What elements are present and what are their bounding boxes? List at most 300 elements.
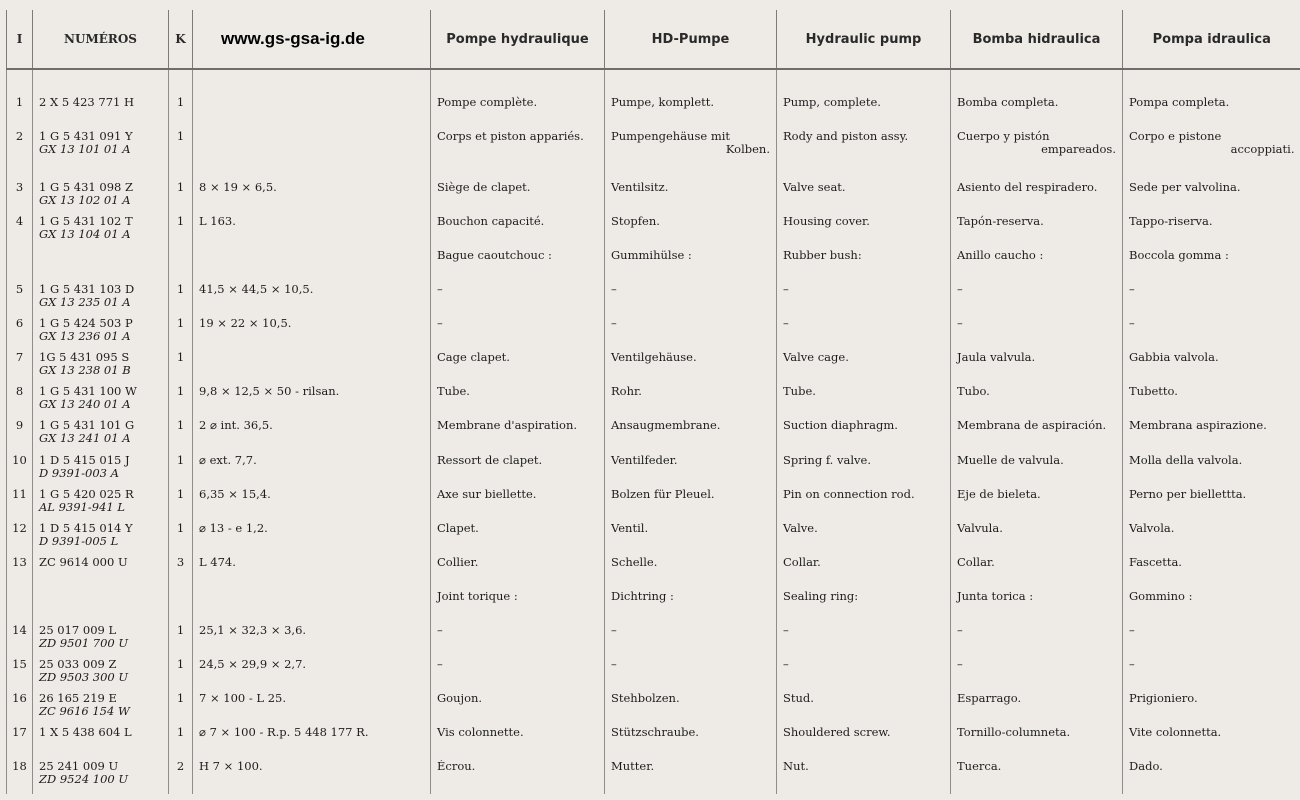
desc-spanish-text: Junta torica :: [957, 590, 1034, 603]
desc-spanish-text: Tornillo-columneta.: [957, 726, 1071, 739]
table-row: [7, 181, 1300, 215]
desc-spanish-text: Tapón-reserva.: [957, 215, 1044, 228]
dimensions: [193, 181, 431, 215]
dimensions: [193, 454, 431, 488]
desc-spanish: [951, 385, 1123, 419]
desc-english: [777, 522, 951, 556]
quantity-text: 1: [176, 488, 185, 501]
desc-french: [431, 454, 605, 488]
quantity-text: 1: [176, 130, 185, 143]
dimensions-text: ⌀ ext. 7,7.: [199, 454, 257, 467]
quantity-text: 1: [176, 181, 185, 194]
desc-spanish: [951, 590, 1123, 624]
dimensions-text: 7 × 100 - L 25.: [199, 692, 286, 705]
part-number-text: 25 241 009 U: [39, 760, 119, 773]
desc-french-text: Écrou.: [437, 760, 476, 773]
quantity: [169, 419, 193, 454]
desc-german: [605, 556, 777, 590]
row-index-text: 17: [12, 726, 27, 739]
part-number-text: 26 165 219 E: [39, 692, 117, 705]
desc-italian: [1123, 317, 1300, 351]
quantity-text: 1: [176, 658, 185, 671]
table-row: [7, 658, 1300, 692]
part-subnumber: GX 13 240 01 A: [39, 397, 131, 411]
desc-french-text: Clapet.: [437, 522, 479, 535]
desc-italian: [1123, 488, 1300, 522]
desc-english: [777, 760, 951, 794]
desc-english-text: Tube.: [783, 385, 816, 398]
part-subnumber: GX 13 241 01 A: [39, 431, 131, 445]
table-row: [7, 726, 1300, 760]
desc-italian-text: –: [1129, 317, 1135, 330]
desc-spanish-text: –: [957, 624, 963, 637]
desc-italian-text: Gabbia valvola.: [1129, 351, 1219, 364]
quantity-text: 1: [176, 624, 185, 637]
part-number-text: 1 G 5 431 091 Y: [39, 130, 133, 143]
desc-italian-text: Molla della valvola.: [1129, 454, 1243, 467]
desc-french: [431, 488, 605, 522]
desc-english: [777, 556, 951, 590]
parts-table: [6, 10, 1300, 794]
desc-spanish: [951, 130, 1123, 181]
desc-english: [777, 692, 951, 726]
row-index: [7, 590, 33, 624]
desc-spanish: [951, 454, 1123, 488]
desc-spanish-text: Cuerpo y pistón: [957, 130, 1050, 143]
desc-french: [431, 351, 605, 385]
desc-spanish: [951, 351, 1123, 385]
desc-spanish: [951, 96, 1123, 130]
quantity-text: 1: [176, 351, 185, 364]
quantity: [169, 215, 193, 249]
desc-french-text: Bague caoutchouc :: [437, 249, 552, 262]
desc-spanish: [951, 249, 1123, 283]
row-index-text: 4: [15, 215, 24, 228]
dimensions-text: 9,8 × 12,5 × 50 - rilsan.: [199, 385, 340, 398]
desc-french: [431, 692, 605, 726]
desc-english: [777, 488, 951, 522]
dimensions-text: 25,1 × 32,3 × 3,6.: [199, 624, 307, 637]
desc-german-text: Ventilfeder.: [611, 454, 678, 467]
table-header: [7, 10, 1300, 69]
desc-italian: [1123, 658, 1300, 692]
table-row: [7, 556, 1300, 590]
desc-spanish-text: Eje de bieleta.: [957, 488, 1041, 501]
desc-italian: [1123, 249, 1300, 283]
desc-spanish: [951, 488, 1123, 522]
part-number: [33, 556, 169, 590]
row-index-text: 7: [15, 351, 24, 364]
desc-english: [777, 130, 951, 181]
part-subnumber: GX 13 101 01 A: [39, 142, 131, 156]
header-german: HD-Pumpe: [605, 10, 777, 69]
desc-spanish: [951, 283, 1123, 317]
quantity-text: 1: [176, 96, 185, 109]
desc-english: [777, 726, 951, 760]
part-subnumber: AL 9391-941 L: [39, 500, 125, 514]
desc-spanish: [951, 215, 1123, 249]
quantity-text: 1: [176, 317, 185, 330]
row-index-text: 11: [12, 488, 27, 501]
desc-german: [605, 658, 777, 692]
desc-english: [777, 419, 951, 454]
desc-italian-text: –: [1129, 658, 1135, 671]
part-number: [33, 658, 169, 692]
dimensions: [193, 624, 431, 658]
desc-italian-continuation: accoppiati.: [1230, 142, 1295, 156]
desc-italian-text: –: [1129, 624, 1135, 637]
header-italian: Pompa idraulica: [1123, 10, 1300, 69]
part-number-text: 1 G 5 431 102 T: [39, 215, 133, 228]
desc-english-text: Collar.: [783, 556, 821, 569]
part-number-text: 1 D 5 415 015 J: [39, 454, 130, 467]
part-subnumber: GX 13 235 01 A: [39, 295, 131, 309]
desc-french: [431, 760, 605, 794]
row-index-text: 3: [15, 181, 24, 194]
desc-italian: [1123, 385, 1300, 419]
row-index-text: 14: [12, 624, 27, 637]
desc-spanish: [951, 317, 1123, 351]
table-row: [7, 385, 1300, 419]
quantity: [169, 556, 193, 590]
row-index: [7, 249, 33, 283]
quantity: [169, 760, 193, 794]
desc-french: [431, 283, 605, 317]
desc-spanish: [951, 760, 1123, 794]
desc-german-text: Bolzen für Pleuel.: [611, 488, 715, 501]
desc-french: [431, 317, 605, 351]
dimensions: [193, 488, 431, 522]
quantity-text: 1: [176, 692, 185, 705]
header-french: Pompe hydraulique: [431, 10, 605, 69]
desc-french: [431, 658, 605, 692]
desc-french-text: Joint torique :: [437, 590, 518, 603]
dimensions: [193, 522, 431, 556]
dimensions: [193, 590, 431, 624]
desc-french-text: Axe sur biellette.: [437, 488, 537, 501]
part-number-text: 1 G 5 431 103 D: [39, 283, 135, 296]
desc-german-text: Stopfen.: [611, 215, 660, 228]
part-number: [33, 488, 169, 522]
desc-english-text: Rubber bush:: [783, 249, 862, 262]
quantity: [169, 130, 193, 181]
desc-italian: [1123, 130, 1300, 181]
desc-french-text: –: [437, 658, 443, 671]
desc-german-text: Ventilgehäuse.: [611, 351, 697, 364]
row-index: [7, 488, 33, 522]
dimensions-text: L 474.: [199, 556, 236, 569]
desc-german: [605, 385, 777, 419]
part-number-text: ZC 9614 000 U: [39, 556, 128, 569]
desc-german: [605, 454, 777, 488]
quantity: [169, 181, 193, 215]
desc-french: [431, 215, 605, 249]
desc-english-text: Pump, complete.: [783, 96, 881, 109]
dimensions: [193, 215, 431, 249]
desc-french-text: Pompe complète.: [437, 96, 538, 109]
quantity-text: 1: [176, 215, 185, 228]
row-index: [7, 283, 33, 317]
desc-german-continuation: Kolben.: [725, 142, 770, 156]
quantity: [169, 317, 193, 351]
table-row: [7, 317, 1300, 351]
desc-english-text: Valve cage.: [783, 351, 849, 364]
part-subnumber: ZD 9524 100 U: [39, 772, 129, 786]
desc-italian: [1123, 283, 1300, 317]
row-index-text: 12: [12, 522, 27, 535]
part-number: [33, 96, 169, 130]
desc-german: [605, 522, 777, 556]
dimensions-text: 6,35 × 15,4.: [199, 488, 271, 501]
desc-english-text: Valve.: [783, 522, 818, 535]
part-number: [33, 522, 169, 556]
desc-french-text: Siège de clapet.: [437, 181, 531, 194]
desc-german-text: Ansaugmembrane.: [611, 419, 721, 432]
desc-italian: [1123, 760, 1300, 794]
desc-english: [777, 385, 951, 419]
part-subnumber: ZD 9501 700 U: [39, 636, 129, 650]
part-number-text: 1 G 5 431 098 Z: [39, 181, 133, 194]
desc-german: [605, 692, 777, 726]
quantity-text: 1: [176, 726, 185, 739]
dimensions-text: H 7 × 100.: [199, 760, 263, 773]
part-number-text: 1 D 5 415 014 Y: [39, 522, 133, 535]
desc-german-text: –: [611, 317, 617, 330]
part-number-text: 1 G 5 424 503 P: [39, 317, 133, 330]
header-numbers: NUMÉROS: [33, 10, 169, 69]
desc-spanish: [951, 522, 1123, 556]
row-index-text: 9: [15, 419, 24, 432]
row-index-text: 13: [12, 556, 27, 569]
desc-english-text: Housing cover.: [783, 215, 870, 228]
dimensions: [193, 658, 431, 692]
desc-french: [431, 590, 605, 624]
part-number: [33, 385, 169, 419]
desc-italian: [1123, 96, 1300, 130]
table-row: [7, 760, 1300, 794]
desc-french-text: Tube.: [437, 385, 470, 398]
part-number-text: 1 X 5 438 604 L: [39, 726, 132, 739]
desc-spanish-text: –: [957, 658, 963, 671]
desc-english-text: –: [783, 317, 789, 330]
dimensions: [193, 249, 431, 283]
quantity: [169, 454, 193, 488]
desc-german: [605, 215, 777, 249]
part-subnumber: GX 13 104 01 A: [39, 227, 131, 241]
part-number: [33, 726, 169, 760]
desc-spanish-text: –: [957, 317, 963, 330]
row-index-text: 18: [12, 760, 27, 773]
row-index-text: 5: [15, 283, 24, 296]
desc-english-text: Rody and piston assy.: [783, 130, 909, 143]
desc-english-text: Spring f. valve.: [783, 454, 871, 467]
desc-german-text: Dichtring :: [611, 590, 674, 603]
desc-english-text: Shouldered screw.: [783, 726, 891, 739]
desc-german: [605, 726, 777, 760]
desc-english: [777, 454, 951, 488]
desc-italian-text: Fascetta.: [1129, 556, 1182, 569]
desc-german: [605, 419, 777, 454]
table-row: [7, 96, 1300, 130]
dimensions-text: L 163.: [199, 215, 236, 228]
desc-english: [777, 590, 951, 624]
part-subnumber: ZC 9616 154 W: [39, 704, 130, 718]
desc-german: [605, 760, 777, 794]
desc-german-text: Schelle.: [611, 556, 658, 569]
desc-spanish-text: Bomba completa.: [957, 96, 1059, 109]
table-row: [7, 215, 1300, 249]
desc-german-text: Mutter.: [611, 760, 655, 773]
desc-spanish: [951, 692, 1123, 726]
part-number-text: 1 G 5 431 100 W: [39, 385, 137, 398]
desc-spanish-text: Anillo caucho :: [957, 249, 1044, 262]
desc-french: [431, 556, 605, 590]
desc-english-text: –: [783, 658, 789, 671]
desc-german-text: Ventil.: [611, 522, 649, 535]
desc-spanish-text: Collar.: [957, 556, 995, 569]
row-index: [7, 215, 33, 249]
desc-italian-text: Corpo e pistone: [1129, 130, 1222, 143]
desc-french-text: Ressort de clapet.: [437, 454, 543, 467]
part-number: [33, 215, 169, 249]
quantity-text: 3: [176, 556, 185, 569]
desc-german: [605, 624, 777, 658]
desc-german: [605, 249, 777, 283]
desc-german: [605, 181, 777, 215]
desc-german-text: Pumpe, komplett.: [611, 96, 715, 109]
desc-italian-text: Tubetto.: [1129, 385, 1178, 398]
desc-english: [777, 181, 951, 215]
desc-german-text: –: [611, 283, 617, 296]
row-index: [7, 692, 33, 726]
row-index: [7, 317, 33, 351]
part-number: [33, 419, 169, 454]
desc-english: [777, 283, 951, 317]
dimensions: [193, 692, 431, 726]
desc-italian: [1123, 522, 1300, 556]
desc-english-text: Sealing ring:: [783, 590, 859, 603]
row-index-text: 6: [15, 317, 24, 330]
part-subnumber: ZD 9503 300 U: [39, 670, 129, 684]
desc-german: [605, 351, 777, 385]
quantity: [169, 385, 193, 419]
part-number-text: 25 033 009 Z: [39, 658, 117, 671]
desc-italian-text: Membrana aspirazione.: [1129, 419, 1267, 432]
part-number: [33, 760, 169, 794]
table-row: [7, 351, 1300, 385]
quantity: [169, 351, 193, 385]
dimensions-text: 19 × 22 × 10,5.: [199, 317, 292, 330]
dimensions: [193, 760, 431, 794]
desc-french-text: Corps et piston appariés.: [437, 130, 584, 143]
desc-spanish-text: Valvula.: [957, 522, 1003, 535]
desc-italian: [1123, 624, 1300, 658]
desc-english-text: Pin on connection rod.: [783, 488, 915, 501]
quantity: [169, 726, 193, 760]
part-number: [33, 283, 169, 317]
desc-italian-text: Pompa completa.: [1129, 96, 1230, 109]
desc-german: [605, 283, 777, 317]
desc-spanish-text: Tuerca.: [957, 760, 1002, 773]
quantity: [169, 522, 193, 556]
row-index: [7, 522, 33, 556]
desc-french-text: –: [437, 283, 443, 296]
desc-italian: [1123, 590, 1300, 624]
desc-italian: [1123, 556, 1300, 590]
desc-english: [777, 351, 951, 385]
quantity: [169, 692, 193, 726]
desc-spanish-text: Membrana de aspiración.: [957, 419, 1107, 432]
desc-italian: [1123, 726, 1300, 760]
table-row: [7, 692, 1300, 726]
desc-english-text: Valve seat.: [783, 181, 846, 194]
part-number: [33, 130, 169, 181]
table-row: [7, 624, 1300, 658]
desc-german: [605, 96, 777, 130]
desc-german: [605, 130, 777, 181]
desc-english: [777, 96, 951, 130]
table-row: [7, 488, 1300, 522]
part-number-text: 2 X 5 423 771 H: [39, 96, 135, 109]
desc-italian-text: Prigioniero.: [1129, 692, 1198, 705]
desc-french: [431, 181, 605, 215]
part-subnumber: GX 13 102 01 A: [39, 193, 131, 207]
dimensions-text: 8 × 19 × 6,5.: [199, 181, 277, 194]
desc-spanish-text: Tubo.: [957, 385, 990, 398]
desc-english-text: –: [783, 624, 789, 637]
desc-italian: [1123, 419, 1300, 454]
desc-german-text: Rohr.: [611, 385, 642, 398]
row-index: [7, 454, 33, 488]
desc-german-text: Pumpengehäuse mit: [611, 130, 731, 143]
table-row: [7, 454, 1300, 488]
part-number: [33, 624, 169, 658]
part-subnumber: GX 13 238 01 B: [39, 363, 131, 377]
desc-french-text: Vis colonnette.: [437, 726, 524, 739]
quantity-text: 1: [176, 283, 185, 296]
part-number: [33, 351, 169, 385]
desc-spanish-text: –: [957, 283, 963, 296]
dimensions-text: 41,5 × 44,5 × 10,5.: [199, 283, 314, 296]
desc-english: [777, 317, 951, 351]
part-number-text: 1G 5 431 095 S: [39, 351, 130, 364]
table-row: [7, 590, 1300, 624]
desc-spanish-text: Jaula valvula.: [957, 351, 1036, 364]
row-index: [7, 96, 33, 130]
desc-english: [777, 249, 951, 283]
part-subnumber: D 9391-005 L: [39, 534, 119, 548]
row-index: [7, 624, 33, 658]
desc-spanish: [951, 658, 1123, 692]
part-subnumber: GX 13 236 01 A: [39, 329, 131, 343]
desc-german-text: Ventilsitz.: [611, 181, 669, 194]
table-row: [7, 130, 1300, 181]
desc-german: [605, 317, 777, 351]
dimensions: [193, 96, 431, 130]
row-index: [7, 181, 33, 215]
desc-german: [605, 590, 777, 624]
quantity: [169, 249, 193, 283]
dimensions: [193, 726, 431, 760]
dimensions: [193, 130, 431, 181]
dimensions: [193, 419, 431, 454]
part-number: [33, 249, 169, 283]
dimensions: [193, 317, 431, 351]
dimensions: [193, 283, 431, 317]
dimensions: [193, 385, 431, 419]
desc-french: [431, 96, 605, 130]
header-index: I: [7, 10, 33, 69]
